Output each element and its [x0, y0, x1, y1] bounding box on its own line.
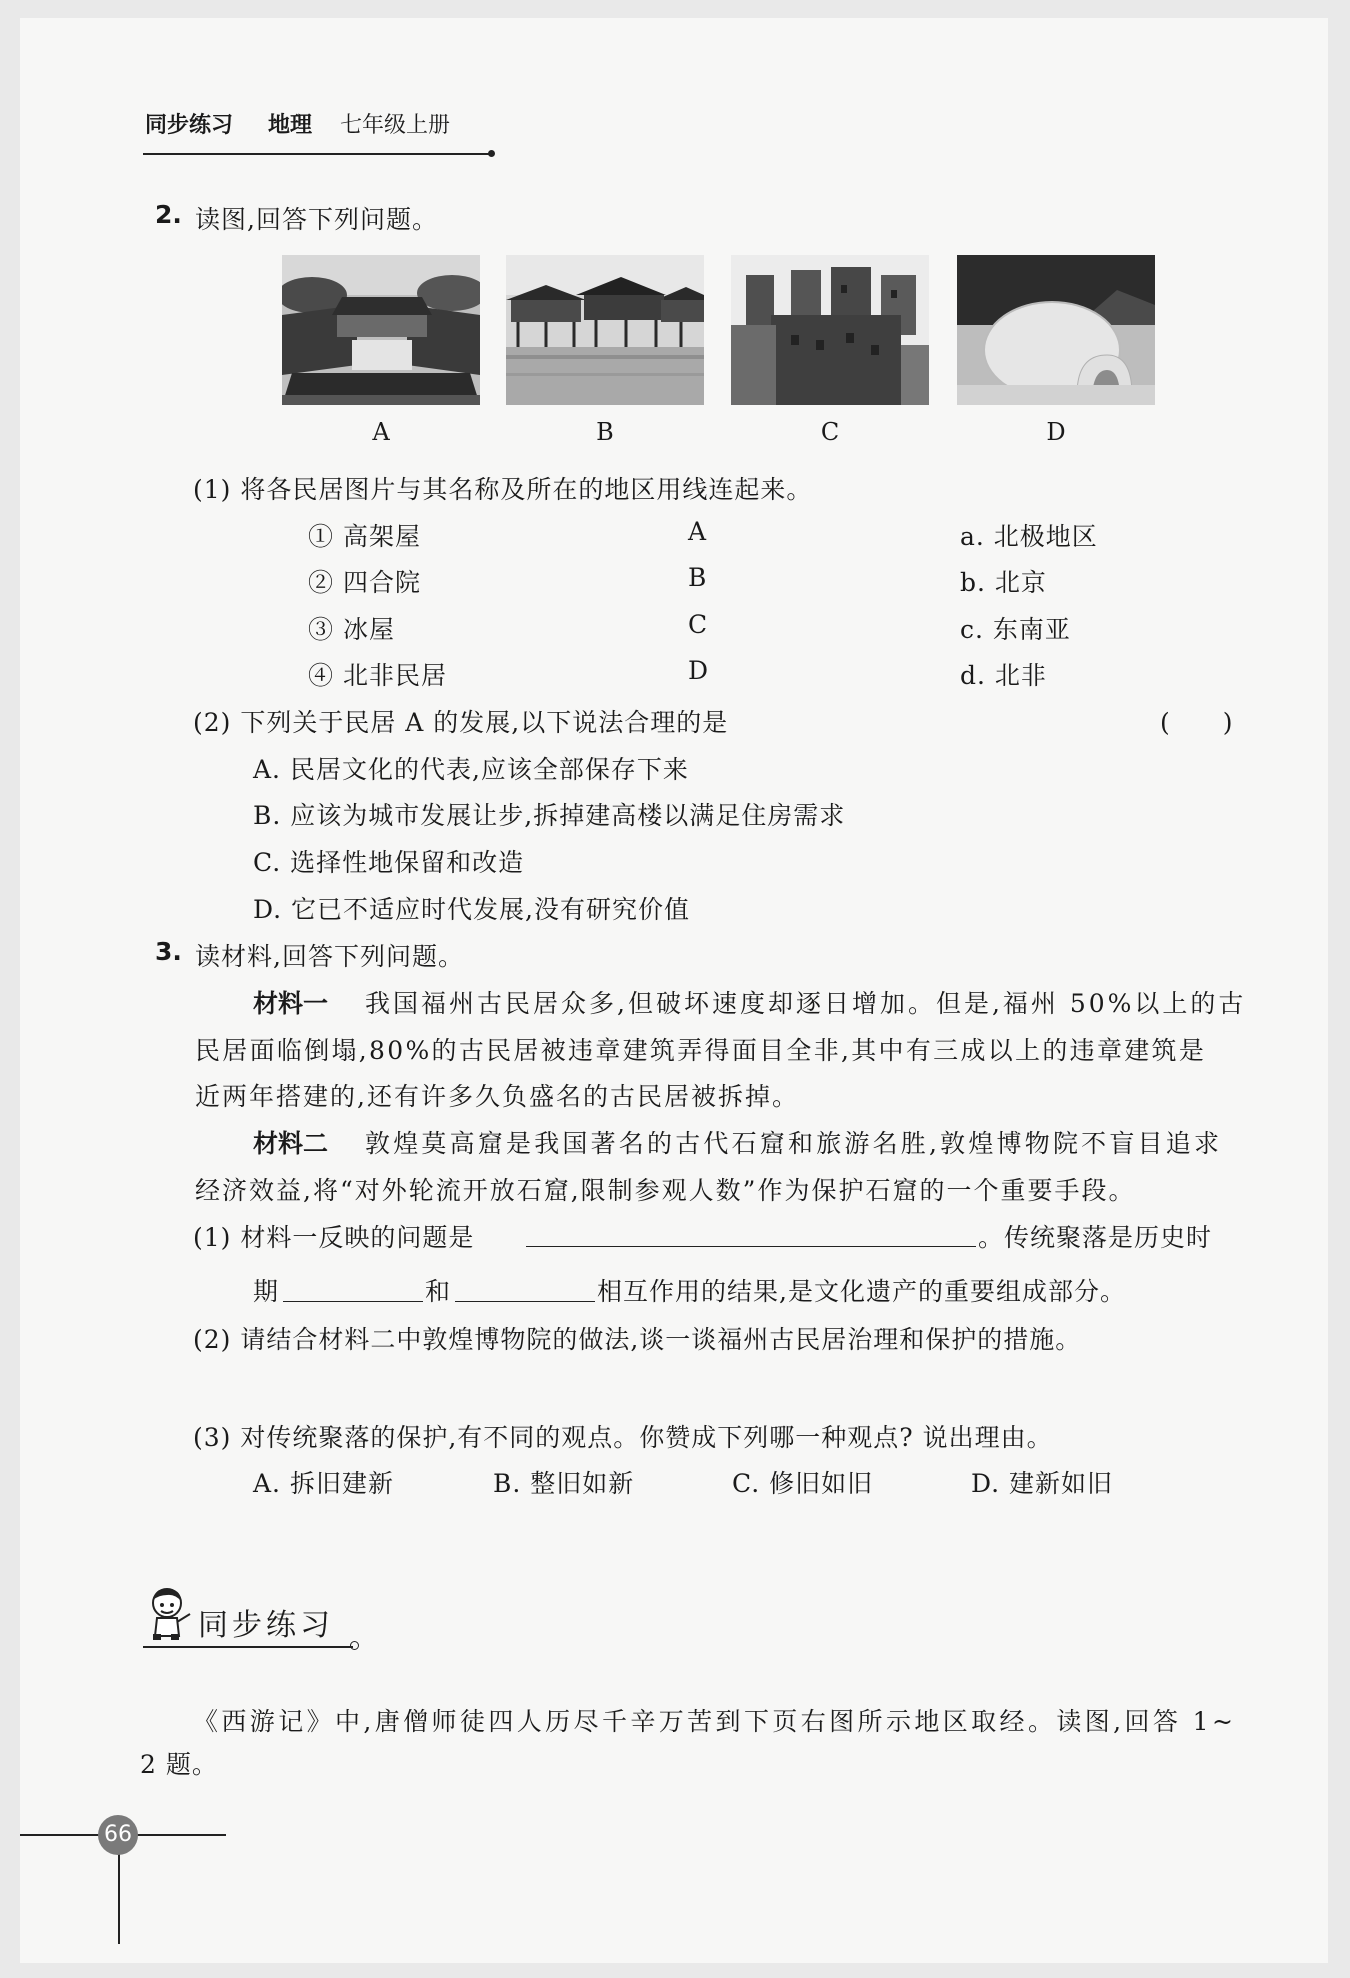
q3-sub1-text: 。传统聚落是历史时: [978, 1223, 1213, 1252]
q3-sub1-text: 和: [425, 1277, 452, 1306]
header-series: 同步练习: [145, 113, 234, 138]
header-rule-dot: [488, 150, 495, 157]
viewpoint-option: D. 建新如旧: [971, 1469, 1114, 1498]
option: A. 民居文化的代表,应该全部保存下来: [253, 755, 689, 784]
viewpoint-option: A. 拆旧建新: [253, 1469, 394, 1498]
region: b. 北京: [960, 568, 1047, 597]
q3-sub1-text: 期: [253, 1277, 280, 1306]
material-2-line: 经济效益,将“对外轮流开放石窟,限制参观人数”作为保护石窟的一个重要手段。: [195, 1176, 1136, 1205]
answer-blank[interactable]: [455, 1275, 595, 1302]
photo-caption-d: D: [1046, 418, 1066, 446]
material-1-label: 材料一: [253, 989, 329, 1018]
viewpoint-option: B. 整旧如新: [493, 1469, 635, 1498]
q2-prompt: 读图,回答下列问题。: [195, 205, 438, 234]
header-rule: [143, 153, 493, 155]
q2-sub1: (1) 将各民居图片与其名称及所在的地区用线连起来。: [193, 475, 813, 504]
photo-courtyard-house: [282, 255, 480, 405]
region: d. 北非: [960, 661, 1047, 690]
header-subject: 地理: [268, 113, 313, 138]
dwelling-name: ④ 北非民居: [308, 661, 447, 690]
section-intro-line: 2 题。: [140, 1750, 218, 1779]
section-intro-line: 《西游记》中,唐僧师徒四人历尽千辛万苦到下页右图所示地区取经。读图,回答 1~: [193, 1707, 1237, 1736]
dwelling-name: ③ 冰屋: [308, 615, 395, 644]
answer-paren: ( ): [1160, 708, 1234, 737]
section-underline: [143, 1646, 353, 1648]
material-1-line: 我国福州古民居众多,但破坏速度却逐日增加。但是,福州 50%以上的古: [365, 989, 1247, 1018]
answer-blank[interactable]: [283, 1275, 423, 1302]
header-grade: 七年级上册: [340, 113, 451, 138]
viewpoint-option: C. 修旧如旧: [732, 1469, 874, 1498]
q2-sub2: (2) 下列关于民居 A 的发展,以下说法合理的是: [193, 708, 729, 737]
photo-stilt-house: [506, 255, 704, 405]
option: D. 它已不适应时代发展,没有研究价值: [253, 895, 690, 924]
section-title: 同步练习: [198, 1608, 334, 1643]
q3-prompt: 读材料,回答下列问题。: [195, 942, 464, 971]
photo-north-african-dwelling: [731, 255, 929, 405]
section-underline-circle: [350, 1641, 359, 1650]
photo-igloo: [957, 255, 1155, 405]
dwelling-name: ② 四合院: [308, 568, 421, 597]
material-2-label: 材料二: [253, 1129, 329, 1158]
material-1-line: 近两年搭建的,还有许多久负盛名的古民居被拆掉。: [195, 1082, 799, 1111]
photo-letter: D: [688, 656, 710, 685]
q2-number: 2.: [155, 200, 182, 229]
q3-sub2: (2) 请结合材料二中敦煌博物院的做法,谈一谈福州古民居治理和保护的措施。: [193, 1325, 1082, 1354]
region: a. 北极地区: [960, 522, 1098, 551]
photo-caption-c: C: [820, 418, 840, 446]
photo-letter: C: [688, 610, 709, 639]
option: C. 选择性地保留和改造: [253, 848, 525, 877]
q3-sub3: (3) 对传统聚落的保护,有不同的观点。你赞成下列哪一种观点? 说出理由。: [193, 1423, 1053, 1452]
q3-number: 3.: [155, 937, 182, 966]
answer-blank[interactable]: [526, 1220, 976, 1247]
material-2-line: 敦煌莫高窟是我国著名的古代石窟和旅游名胜,敦煌博物院不盲目追求: [365, 1129, 1223, 1158]
material-1-line: 民居面临倒塌,80%的古民居被违章建筑弄得面目全非,其中有三成以上的违章建筑是: [195, 1036, 1207, 1065]
mascot-icon: [145, 1586, 195, 1642]
photo-caption-b: B: [596, 418, 614, 446]
photo-letter: A: [688, 517, 708, 546]
region: c. 东南亚: [960, 615, 1071, 644]
q3-sub1-text: 相互作用的结果,是文化遗产的重要组成部分。: [597, 1277, 1126, 1306]
option: B. 应该为城市发展让步,拆掉建高楼以满足住房需求: [253, 801, 846, 830]
q3-sub1-text: (1) 材料一反映的问题是: [193, 1223, 475, 1252]
photo-letter: B: [688, 563, 708, 592]
dwelling-name: ① 高架屋: [308, 522, 421, 551]
photo-caption-a: A: [372, 418, 390, 446]
page-number: 66: [98, 1815, 138, 1855]
